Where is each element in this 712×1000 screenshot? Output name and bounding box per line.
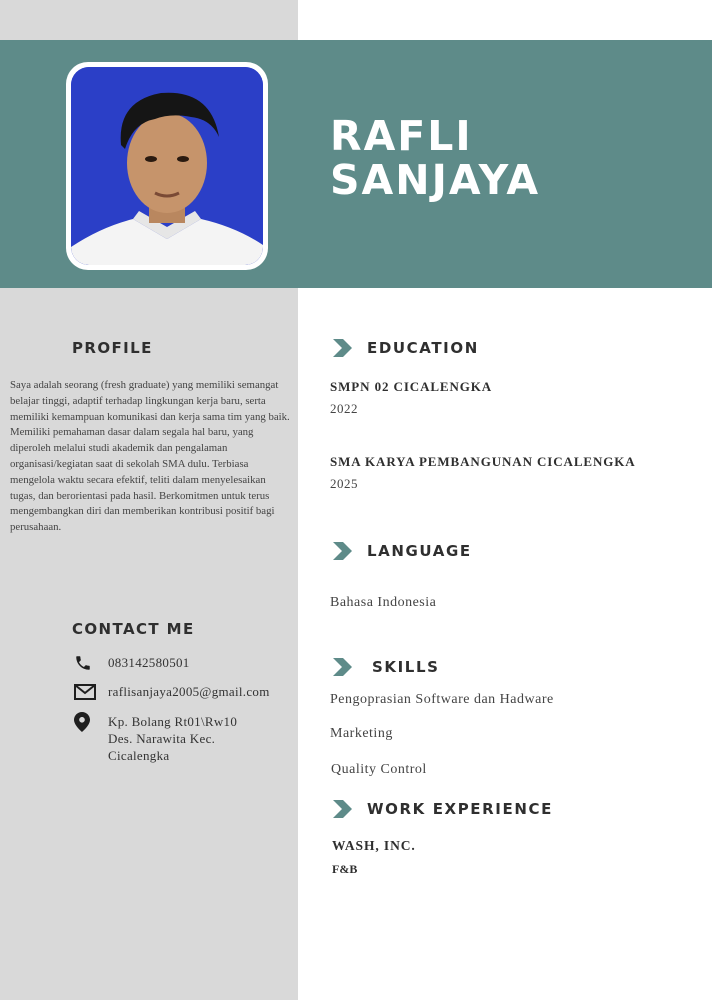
address-line-1: Kp. Bolang Rt01\Rw10 [108,714,238,729]
language-header [330,542,472,560]
chevron-right-icon [330,800,354,818]
address-text [108,713,237,764]
phone-icon [74,654,98,672]
profile-summary: Saya adalah seorang (fresh graduate) yang memiliki semangat belajar tinggi, adaptif terhadap lingkungan kerja baru, serta memiliki kemampuan komunikasi dan kerja sama tim yang baik. Memiliki pemahaman dasar dalam segala hal baru, yang diperoleh melalui studi akademik dan pengalaman organisasi/kegiatan saat di sekolah SMA dulu. Terbiasa mengelola waktu secara efektif, teliti dalam menyelesaikan tugas, dan berorientasi pada hasil. Berkomitmen untuk terus mengembangkan diri dan memberikan kontribusi positif bagi perusahaan. [10,379,290,534]
language-item: Bahasa Indonesia [330,595,437,610]
portrait-illustration [71,67,263,265]
skill-item: Pengoprasian Software dan Hadware [330,692,554,707]
last-name: SANJAYA [330,156,541,204]
skill-item: Quality Control [331,762,427,777]
chevron-right-icon [330,542,354,560]
chevron-right-icon [330,658,354,676]
phone-number[interactable]: 083142580501 [108,655,190,670]
education-heading: EDUCATION [367,339,479,357]
work-heading: WORK EXPERIENCE [367,800,553,818]
skills-header [330,658,440,676]
contact-address [74,713,237,764]
profile-photo [71,67,263,265]
skill-item: Marketing [330,726,393,741]
location-pin-icon [74,713,98,731]
first-name: RAFLI [330,112,473,160]
address-line-3: Cicalengka [108,748,170,763]
work-company: WASH, INC. [332,838,416,853]
education-school-1: SMPN 02 CICALENGKA [330,379,493,394]
education-header [330,339,479,357]
work-role: F&B [332,862,358,876]
work-header [330,800,553,818]
skills-heading: SKILLS [372,658,440,676]
contact-heading: CONTACT ME [72,620,195,638]
education-year-1: 2022 [330,401,358,416]
email-address[interactable]: raflisanjaya2005@gmail.com [108,684,270,699]
profile-photo-frame [66,62,268,270]
mail-icon [74,683,98,701]
chevron-right-icon [330,339,354,357]
education-school-2: SMA KARYA PEMBANGUNAN CICALENGKA [330,454,636,469]
candidate-name [330,114,540,202]
education-year-2: 2025 [330,476,358,491]
address-line-2: Des. Narawita Kec. [108,731,216,746]
contact-email [74,683,270,701]
language-heading: LANGUAGE [367,542,472,560]
profile-heading: PROFILE [72,339,153,357]
contact-phone [74,654,190,672]
